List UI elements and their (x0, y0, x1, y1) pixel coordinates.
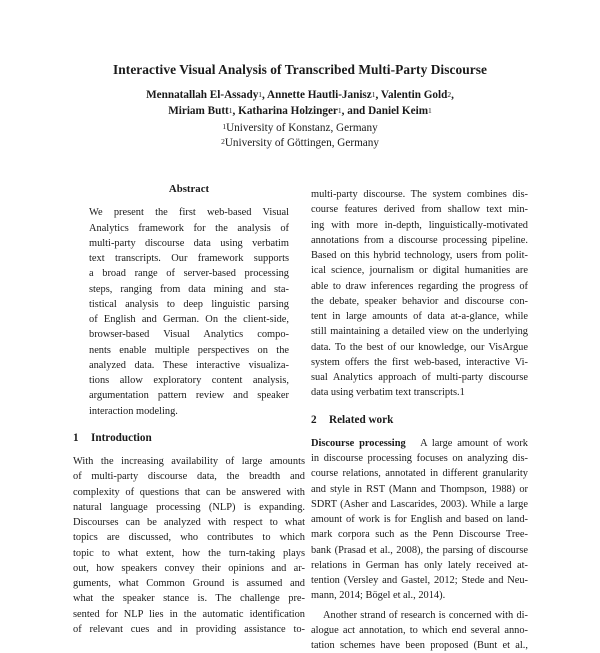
paper-title: Interactive Visual Analysis of Transcribed Multi-Party Discourse (0, 62, 600, 78)
affiliation-marker: 1 (338, 106, 342, 115)
text-line: able to draw inferences regarding the progress of (311, 279, 528, 294)
abstract-heading: Abstract (73, 182, 305, 197)
abstract-line: Analytics framework for the analysis of (89, 221, 289, 236)
text-line: With the increasing availability of large amounts (73, 454, 305, 469)
text-line: mann, 2014; Bögel et al., 2014). (311, 588, 528, 603)
text-line: relations in German has only lately received at- (311, 558, 528, 573)
separator: , (376, 89, 381, 101)
abstract-line: multi-party discourse data using verbatim (89, 236, 289, 251)
separator: , (342, 105, 348, 117)
abstract-line: interaction modeling. (89, 404, 289, 419)
text-line: Discourses can be analyzed with respect to what (73, 515, 305, 530)
related-work-paragraph-2 (311, 608, 528, 653)
text-line: sented for NLP lies in the automatic identification (73, 607, 305, 622)
abstract-body (73, 205, 305, 419)
abstract-line: a broad range of server-based processing (89, 266, 289, 281)
text-line: data. To the best of our knowledge, our VisArgue (311, 340, 528, 355)
abstract-line: argumentation pattern review and speaker (89, 388, 289, 403)
author-name: Annette Hautli-Janisz (267, 89, 372, 101)
section-heading-related-work (311, 413, 528, 428)
author-name: Valentin Gold (381, 89, 447, 101)
conjunction: and (347, 105, 368, 117)
affiliation-marker: 1 (372, 90, 376, 99)
text-line: data using verbatim text transcripts.1 (311, 385, 528, 400)
text-line: course relations, annotated in different granularity (311, 466, 528, 481)
continued-paragraph (311, 187, 528, 401)
text-line: ical science, journalism or digital humanities are (311, 263, 528, 278)
text-line: tention (Versley and Gastel, 2012; Stede and Neu- (311, 573, 528, 588)
text-line: ing with more in-depth, linguistically-motivated (311, 218, 528, 233)
text-line: still maintaining a detailed view on the underlying (311, 324, 528, 339)
abstract-line: of English and German. On the client-side, (89, 312, 289, 327)
affiliation-number: 2 (221, 137, 225, 146)
separator: , (262, 89, 267, 101)
run-in-heading: Discourse processing (311, 438, 406, 449)
text-line: out, how speakers convey their opinions and ar- (73, 561, 305, 576)
text-line: of relevant cues and in providing assistance to- (73, 622, 305, 637)
text-line: the debate, speaker behavior and discourse con- (311, 294, 528, 309)
introduction-paragraph (73, 454, 305, 637)
text-line: and style in RST (Mann and Thompson, 1988) or (311, 482, 528, 497)
text-line: bank (Prasad et al., 2008), the parsing of discourse (311, 543, 528, 558)
affiliation-text: University of Göttingen, Germany (225, 137, 379, 149)
affiliation-marker: 1 (229, 106, 233, 115)
text-line: mark corpora such as the Penn Discourse Tree- (311, 527, 528, 542)
abstract-line: analyzed data. These interactive visualiza- (89, 358, 289, 373)
author-name: Miriam Butt (168, 105, 229, 117)
affiliation (0, 136, 600, 151)
author-name: Mennatallah El-Assady (146, 89, 258, 101)
author-name: Katharina Holzinger (238, 105, 338, 117)
text-line: of multi-party discourse data, the breadth and (73, 469, 305, 484)
section-number: 2 (311, 413, 329, 428)
text-line: sual Analytics approach of multi-party discourse (311, 370, 528, 385)
text-line: Based on this hybrid technology, users from polit- (311, 248, 528, 263)
affiliation-text: University of Konstanz, Germany (226, 122, 378, 134)
author-list (0, 88, 600, 119)
text-line: in discourse processing focuses on analyzing dis- (311, 451, 528, 466)
affiliation-marker: 2 (447, 90, 451, 99)
section-title: Related work (329, 414, 393, 426)
text-line: system offers the first web-based, interactive Vi- (311, 355, 528, 370)
abstract-line: tistical analysis to deep linguistic parsing (89, 297, 289, 312)
affiliation-marker: 1 (258, 90, 262, 99)
text-line: tation schemes have been proposed (Bunt et al., (311, 638, 528, 653)
text-line (311, 436, 528, 451)
related-work-paragraph (311, 436, 528, 604)
text-line: complexity of questions that can be answered with (73, 485, 305, 500)
abstract-line: browser-based Visual Analytics compo- (89, 327, 289, 342)
text-line: natural language processing (NLP) is expanding. (73, 500, 305, 515)
abstract-line: nents enable multiple perspectives on the (89, 343, 289, 358)
abstract-line: steps, ranging from data mining and sta- (89, 282, 289, 297)
text-line: tent in large amounts of data at-a-glance, while (311, 309, 528, 324)
abstract-line: text transcripts. Our framework supports (89, 251, 289, 266)
text-fragment: A large amount of work (420, 438, 528, 449)
author-line-2 (0, 104, 600, 120)
right-column (311, 187, 528, 653)
text-line: guments, what Common Ground is assumed and (73, 576, 305, 591)
text-line: SDRT (Asher and Lascarides, 2003). While a large (311, 497, 528, 512)
author-name: Daniel Keim (368, 105, 428, 117)
affiliation (0, 121, 600, 136)
text-line: amount of work is for English and based on land- (311, 512, 528, 527)
author-line-1: Mennatallah El-Assady$^1$, Annette Hautli-Janisz$^1$, Valentin Gold$^2$, (0, 88, 600, 104)
affiliation-marker: 1 (428, 106, 432, 115)
section-title: Introduction (91, 432, 152, 444)
text-line: what the speaker stance is. The challenge pre- (73, 591, 305, 606)
text-line: Another strand of research is concerned with di- (311, 608, 528, 623)
separator: , (233, 105, 239, 117)
text-line: course features derived from shallow text min- (311, 202, 528, 217)
section-number: 1 (73, 431, 91, 446)
affiliation-list (0, 121, 600, 151)
abstract-line: tions allow exploratory content analysis, (89, 373, 289, 388)
text-line: alogue act annotation, to which end several anno- (311, 623, 528, 638)
text-line: topics are discussed, who contributes to which (73, 530, 305, 545)
left-column (73, 182, 305, 637)
affiliation-number: 1 (222, 122, 226, 131)
text-line: topic to what extent, how the turn-taking plays (73, 546, 305, 561)
section-heading-introduction (73, 431, 305, 446)
text-line: multi-party discourse. The system combines dis- (311, 187, 528, 202)
text-line: annotations from a discourse processing pipeline. (311, 233, 528, 248)
abstract-line: We present the first web-based Visual (89, 205, 289, 220)
